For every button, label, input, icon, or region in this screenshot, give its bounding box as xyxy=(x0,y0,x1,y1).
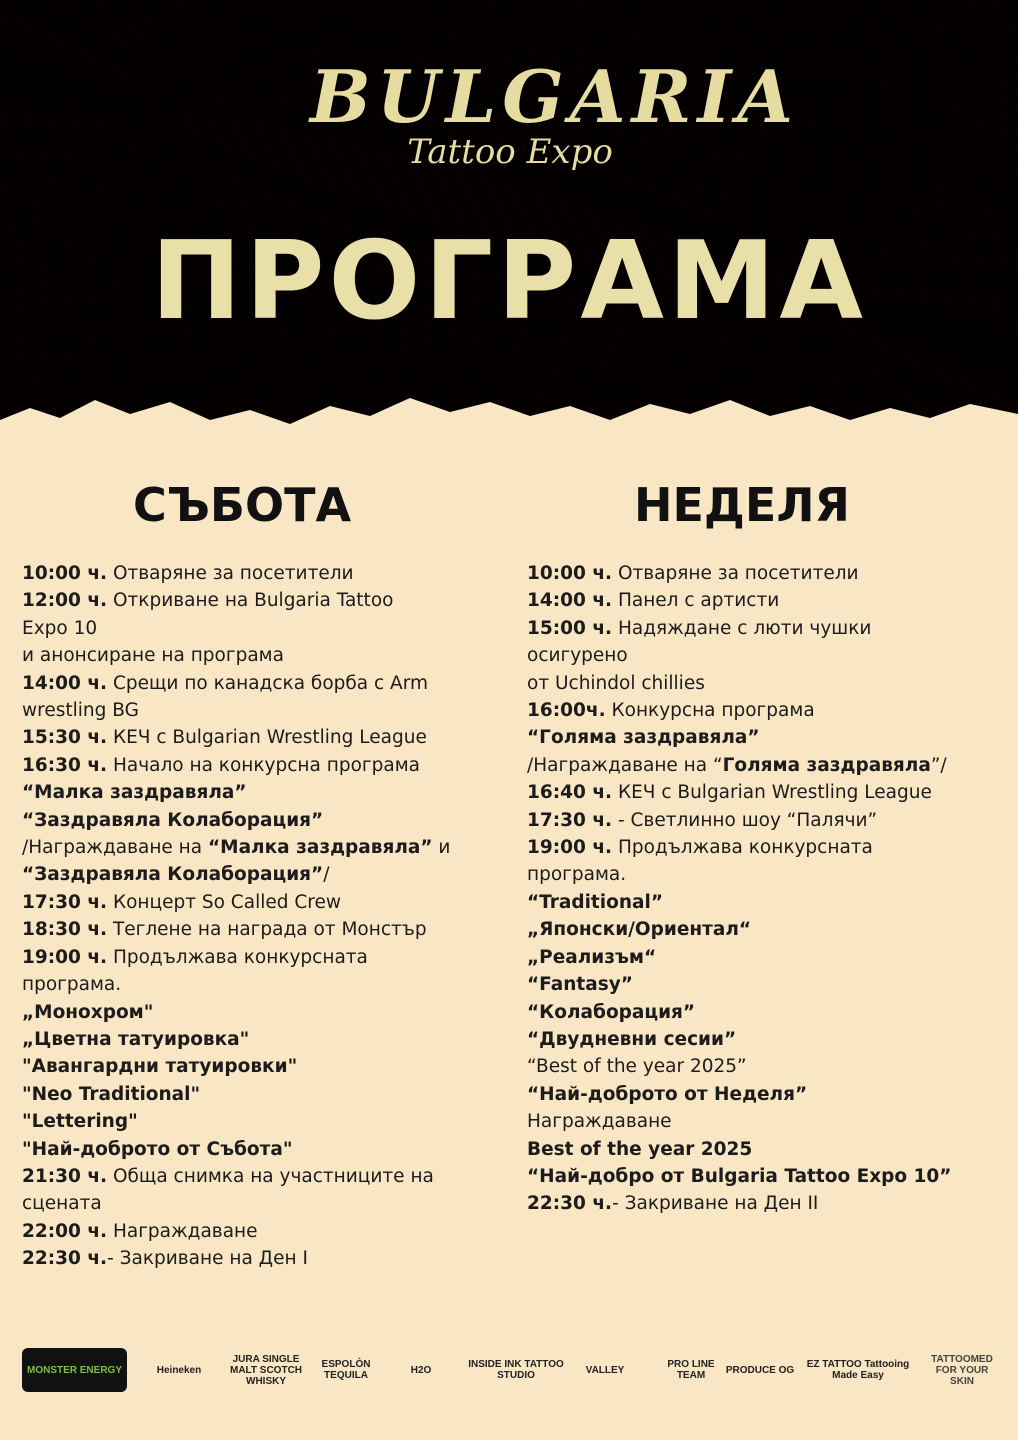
schedule-text: Продължава конкурсната xyxy=(107,946,368,968)
schedule-time: 16:40 ч. xyxy=(527,782,613,804)
schedule-category: Голяма заздравяла xyxy=(722,754,931,776)
schedule-line xyxy=(527,615,1007,642)
schedule-text: - Закриване на Ден II xyxy=(612,1193,819,1215)
schedule-time: 19:00 ч. xyxy=(22,946,108,968)
schedule-line xyxy=(22,807,502,834)
schedule-text: Начало на конкурсна програма xyxy=(107,754,420,776)
schedule-line xyxy=(22,560,502,587)
sponsor-logo: MONSTER ENERGY xyxy=(22,1348,127,1392)
schedule-category: “Заздравяла Колаборация” xyxy=(22,864,324,886)
schedule-time: 19:00 ч. xyxy=(527,837,613,859)
schedule-category: “Най-добро от Bulgaria Tattoo Expo 10” xyxy=(527,1165,952,1187)
schedule-line xyxy=(22,1163,502,1190)
bulgaria-tattoo-expo-logo xyxy=(310,52,799,202)
schedule-line xyxy=(527,889,1007,916)
schedule-line xyxy=(527,834,1007,861)
logo-main-text: BULGARIA xyxy=(310,54,799,139)
schedule-text: Награждаване xyxy=(527,1111,672,1133)
schedule-text: програма. xyxy=(527,864,627,886)
schedule-time: 21:30 ч. xyxy=(22,1165,108,1187)
schedule-text: Обща снимка на участниците на xyxy=(107,1165,434,1187)
schedule-line xyxy=(22,615,502,642)
schedule-text: Откриване на Bulgaria Tattoo xyxy=(107,590,394,612)
schedule-text: осигурено xyxy=(527,645,628,667)
schedule-line xyxy=(22,999,502,1026)
schedule-category: “Най-доброто от Неделя” xyxy=(527,1083,808,1105)
schedule-time: 12:00 ч. xyxy=(22,590,108,612)
sponsor-logo: JURA SINGLE MALT SCOTCH WHISKY xyxy=(229,1353,303,1387)
torn-paper-edge xyxy=(0,380,1018,470)
schedule-time: 14:00 ч. xyxy=(22,672,108,694)
schedule-line xyxy=(527,560,1007,587)
schedule-line xyxy=(22,944,502,971)
schedule-line xyxy=(527,916,1007,943)
saturday-heading: СЪБОТА xyxy=(132,478,352,532)
schedule-category: “Голяма заздравяла” xyxy=(527,727,760,749)
schedule-text: - Светлинно шоу “Палячи” xyxy=(612,809,878,831)
sponsor-logo: PRODUCE OG xyxy=(725,1364,795,1376)
schedule-line xyxy=(22,834,502,861)
schedule-text: / xyxy=(323,864,330,886)
sponsor-logo: H2O xyxy=(410,1364,432,1376)
schedule-line xyxy=(527,779,1007,806)
schedule-category: “Двудневни сесии” xyxy=(527,1028,737,1050)
schedule-text: Отваряне за посетители xyxy=(107,563,354,584)
schedule-text: - Закриване на Ден I xyxy=(107,1248,308,1270)
schedule-text: /Награждаване на xyxy=(22,837,208,859)
schedule-line xyxy=(527,971,1007,998)
schedule-category: "Lettering" xyxy=(22,1111,138,1133)
schedule-line xyxy=(22,642,502,669)
sponsor-logo: ESPOLÒN TEQUILA xyxy=(321,1359,371,1381)
schedule-line xyxy=(527,1136,1007,1163)
schedule-text: Срещи по канадска борба с Arm xyxy=(107,672,429,694)
schedule-line xyxy=(22,779,502,806)
schedule-time: 17:30 ч. xyxy=(527,809,613,831)
schedule-text: “Best of the year 2025” xyxy=(527,1056,747,1078)
schedule-category: “Малка заздравяла” xyxy=(22,782,247,804)
logo-sub-text: Tattoo Expo xyxy=(407,132,613,172)
schedule-text: ”/ xyxy=(930,754,947,776)
schedule-text: КЕЧ с Bulgarian Wrestling League xyxy=(612,782,932,804)
schedule-text: Надяждане с люти чушки xyxy=(612,617,872,639)
schedule-category: „Реализъм“ xyxy=(527,946,657,968)
schedule-category: „Японски/Ориентал“ xyxy=(527,919,752,941)
schedule-category: “Малка заздравяла” xyxy=(208,837,433,859)
schedule-line xyxy=(527,1081,1007,1108)
schedule-category: Best of the year 2025 xyxy=(527,1138,753,1160)
sponsor-logo: VALLEY xyxy=(585,1364,625,1376)
schedule-text: Продължава конкурсната xyxy=(612,837,873,859)
schedule-line xyxy=(22,971,502,998)
schedule-line xyxy=(22,861,502,888)
sponsor-logo: EZ TATTOO Tattooing Made Easy xyxy=(806,1359,910,1381)
schedule-line xyxy=(22,1081,502,1108)
saturday-column xyxy=(22,470,502,1273)
schedule-line xyxy=(527,944,1007,971)
schedule-text: /Награждаване на “ xyxy=(527,754,723,776)
schedule-text: от Uchindol chillies xyxy=(527,672,705,694)
schedule-text: Панел с артисти xyxy=(612,590,780,612)
schedule-category: “Traditional” xyxy=(527,891,663,913)
schedule-time: 16:30 ч. xyxy=(22,754,108,776)
sponsor-logo: INSIDE INK TATTOO STUDIO xyxy=(468,1359,564,1381)
schedule-line xyxy=(22,1245,502,1272)
schedule-text: Концерт So Called Crew xyxy=(107,891,341,913)
schedule-time: 15:00 ч. xyxy=(527,617,613,639)
schedule-time: 22:30 ч. xyxy=(527,1193,613,1215)
schedule-line xyxy=(527,1053,1007,1080)
schedule-text: и xyxy=(432,837,451,859)
schedule-line xyxy=(527,1163,1007,1190)
schedule-category: "Авангардни татуировки" xyxy=(22,1056,298,1078)
schedule-text: КЕЧ с Bulgarian Wrestling League xyxy=(107,727,427,749)
schedule-text: сцената xyxy=(22,1193,102,1215)
schedule-text: Награждаване xyxy=(107,1220,258,1242)
schedule-line xyxy=(527,1026,1007,1053)
schedule-line xyxy=(527,697,1007,724)
schedule-line xyxy=(22,724,502,751)
schedule-time: 15:30 ч. xyxy=(22,727,108,749)
sunday-heading: НЕДЕЛЯ xyxy=(634,478,850,532)
schedule-time: 22:30 ч. xyxy=(22,1248,108,1270)
schedule-time: 10:00 ч. xyxy=(22,563,108,584)
schedule-line xyxy=(527,587,1007,614)
schedule-text: Отваряне за посетители xyxy=(612,563,859,584)
schedule-text: Expo 10 xyxy=(22,617,98,639)
sunday-column xyxy=(527,470,1007,1218)
schedule-category: “Fantasy” xyxy=(527,974,633,996)
schedule-line xyxy=(527,724,1007,751)
schedule-line xyxy=(527,1108,1007,1135)
schedule-line xyxy=(22,1136,502,1163)
schedule-text: и анонсиране на програма xyxy=(22,645,284,667)
schedule-line xyxy=(527,752,1007,779)
sunday-schedule xyxy=(527,560,1007,1218)
schedule-line xyxy=(527,807,1007,834)
sponsor-bar xyxy=(0,1340,1018,1400)
schedule-line xyxy=(22,1190,502,1217)
schedule-line xyxy=(22,587,502,614)
schedule-text: Конкурсна програма xyxy=(605,700,815,722)
schedule-category: „Цветна татуировка" xyxy=(22,1028,250,1050)
schedule-category: "Най-доброто от Събота" xyxy=(22,1138,293,1160)
schedule-line xyxy=(527,1190,1007,1217)
schedule-text: Теглене на награда от Монстър xyxy=(107,919,427,941)
schedule-category: „Монохром" xyxy=(22,1001,154,1023)
schedule-line xyxy=(22,889,502,916)
schedule-time: 18:30 ч. xyxy=(22,919,108,941)
schedule-time: 17:30 ч. xyxy=(22,891,108,913)
schedule-time: 22:00 ч. xyxy=(22,1220,108,1242)
schedule-time: 16:00ч. xyxy=(527,700,606,722)
schedule-time: 14:00 ч. xyxy=(527,590,613,612)
sponsor-logo: Heineken xyxy=(156,1364,202,1376)
schedule-line xyxy=(22,916,502,943)
schedule-line xyxy=(527,670,1007,697)
schedule-category: “Заздравяла Колаборация” xyxy=(22,809,324,831)
sponsor-logo: PRO LINE TEAM xyxy=(667,1359,715,1381)
sponsor-logo: TATTOOMED FOR YOUR SKIN xyxy=(931,1353,993,1387)
schedule-line xyxy=(22,697,502,724)
schedule-text: wrestling BG xyxy=(22,700,139,722)
schedule-line xyxy=(22,670,502,697)
schedule-text: програма. xyxy=(22,974,122,996)
schedule-line xyxy=(527,861,1007,888)
schedule-line xyxy=(22,752,502,779)
schedule-line xyxy=(22,1053,502,1080)
schedule-line xyxy=(22,1026,502,1053)
page-title: ПРОГРАМА xyxy=(151,219,867,344)
schedule-line xyxy=(527,999,1007,1026)
schedule-line xyxy=(527,642,1007,669)
schedule-time: 10:00 ч. xyxy=(527,563,613,584)
schedule-category: "Neo Traditional" xyxy=(22,1083,201,1105)
schedule-category: “Колаборация” xyxy=(527,1001,696,1023)
schedule-line xyxy=(22,1218,502,1245)
schedule-line xyxy=(22,1108,502,1135)
saturday-schedule xyxy=(22,560,502,1273)
